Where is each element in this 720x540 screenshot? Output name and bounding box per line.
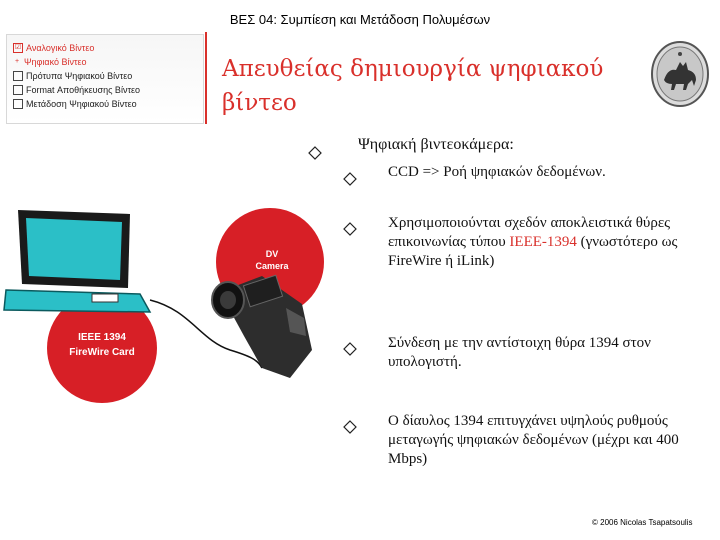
nav-item-analog-video[interactable] [13, 43, 94, 53]
firewire-card-label-line2: FireWire Card [69, 347, 135, 358]
checkbox-icon [13, 85, 23, 95]
university-seal-logo [650, 40, 710, 108]
nav-item-digital-video-standards[interactable] [13, 71, 132, 81]
nav-item-label: Format Αποθήκευσης Βίντεο [26, 85, 141, 95]
dv-camera-label-line1: DV [265, 249, 279, 259]
diamond-bullet-icon [343, 172, 357, 186]
nav-item-label: Αναλογικό Βίντεο [26, 43, 95, 53]
diamond-bullet-icon [308, 146, 322, 160]
nav-item-video-storage-formats[interactable] [13, 85, 140, 95]
checkbox-checked-icon: ☑ [14, 44, 22, 51]
nav-panel [6, 34, 204, 124]
nav-item-label: Ψηφιακό Βίντεο [24, 57, 87, 67]
title-divider [205, 32, 207, 124]
plus-icon: + [14, 58, 20, 65]
course-title: ΒΕΣ 04: Συμπίεση και Μετάδοση Πολυμέσων [229, 12, 491, 27]
diamond-bullet-icon [343, 420, 357, 434]
sub-bullet-text: Σύνδεση με την αντίστοιχη θύρα 1394 στον υπολογιστή. [388, 335, 651, 370]
checkbox-icon [13, 71, 23, 81]
nav-item-digital-video-transmission[interactable] [13, 99, 137, 109]
dv-camera-firewire-illustration [0, 200, 340, 440]
sub-bullet-text: Χρησιμοποιούνται σχεδόν αποκλειστικά θύρες επικοινωνίας τύπου IEEE-1394 (γνωστότερο ως FireWire ή iLink) [388, 215, 678, 269]
nav-item-label: Μετάδοση Ψηφιακού Βίντεο [26, 99, 137, 109]
ieee-1394-highlight: IEEE-1394 [509, 234, 577, 250]
diamond-bullet-icon [343, 222, 357, 236]
footer-copyright: © 2006 Nicolas Tsapatsoulis [592, 518, 693, 527]
diamond-bullet-icon [343, 342, 357, 356]
checkbox-icon [13, 99, 23, 109]
slide-title: Απευθείας δημιουργία ψηφιακού βίντεο [222, 56, 604, 116]
main-bullet-text: Ψηφιακή βιντεοκάμερα: [358, 136, 514, 153]
laptop-icon [4, 210, 150, 312]
nav-item-label: Πρότυπα Ψηφιακού Βίντεο [26, 71, 133, 81]
nav-item-digital-video[interactable] [13, 57, 87, 67]
sub-bullet-text: Ο δίαυλος 1394 επιτυγχάνει υψηλούς ρυθμούς μεταγωγής ψηφιακών δεδομένων (μέχρι και 400 Mbps) [388, 413, 679, 467]
dv-camera-label-line2: Camera [255, 261, 289, 271]
firewire-card-label-line1: IEEE 1394 [78, 332, 126, 343]
sub-bullet-text: CCD => Ροή ψηφιακών δεδομένων. [388, 164, 606, 180]
